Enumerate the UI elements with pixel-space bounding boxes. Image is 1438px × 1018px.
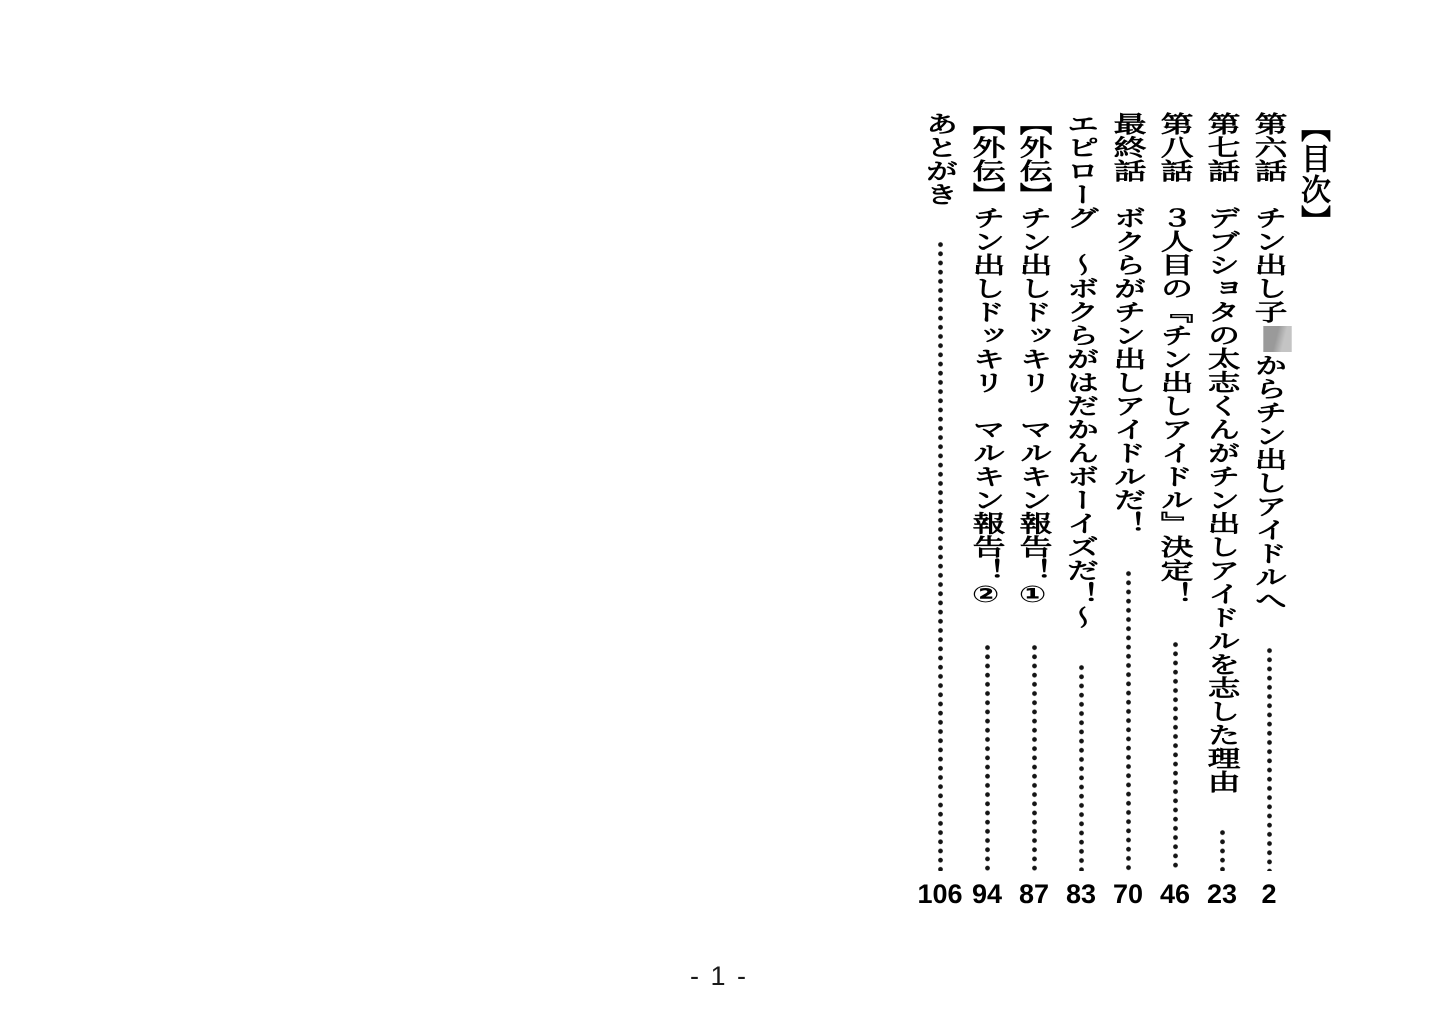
page-number: 46	[1159, 879, 1191, 909]
page-number: 83	[1065, 879, 1097, 909]
chapter-label: 最終話 ボクらがチン出しアイドルだ！	[1109, 112, 1147, 535]
chapter-label: 【外伝】チン出しドッキリ マルキン報告！①	[1015, 112, 1053, 609]
toc-entry-final-chapter	[1111, 112, 1145, 910]
chapter-label: 【外伝】チン出しドッキリ マルキン報告！②	[968, 112, 1006, 609]
dot-leader	[1032, 643, 1037, 872]
chapter-label: エピローグ ～ボクらがはだかんボーイズだ！～	[1062, 112, 1100, 629]
dot-leader	[985, 643, 990, 872]
toc-entry-chapter8	[1158, 112, 1192, 910]
dot-leader	[1079, 663, 1084, 871]
toc-entry-chapter7	[1205, 112, 1239, 910]
toc-region	[910, 112, 1332, 910]
dot-leader	[1220, 828, 1225, 872]
page-number: 70	[1112, 879, 1144, 909]
chapter-label-before-censor: 第六話 チン出し子	[1250, 112, 1288, 324]
toc-entry-chapter6	[1252, 112, 1286, 910]
dot-leader	[1173, 640, 1178, 872]
dot-leader	[938, 240, 943, 871]
page-number: 87	[1018, 879, 1050, 909]
page-number: 23	[1206, 879, 1238, 909]
footer-page-number: - 1 -	[689, 961, 749, 991]
toc-entry-side-story-1	[1017, 112, 1051, 910]
page-number: 94	[971, 879, 1003, 909]
page-number: 2	[1261, 879, 1277, 909]
toc-entry-epilogue	[1064, 112, 1098, 910]
toc-title	[1292, 112, 1332, 910]
chapter-label: あとがき	[921, 112, 959, 206]
dot-leader	[1267, 646, 1272, 871]
chapter-label	[1245, 112, 1293, 612]
page-number: 106	[917, 879, 963, 909]
chapter-label: 第七話 デブショタの太志くんがチン出しアイドルを志した理由	[1203, 112, 1241, 794]
toc-title-text: 【目次】	[1296, 112, 1329, 236]
chapter-label: 第八話 ３人目の『チン出しアイドル』決定！	[1156, 112, 1194, 606]
censor-block	[1263, 326, 1291, 352]
toc-entry-side-story-2	[970, 112, 1004, 910]
chapter-label-after-censor: からチン出しアイドルへ	[1250, 353, 1288, 612]
dot-leader	[1126, 569, 1131, 871]
toc-entry-afterword	[917, 112, 963, 910]
